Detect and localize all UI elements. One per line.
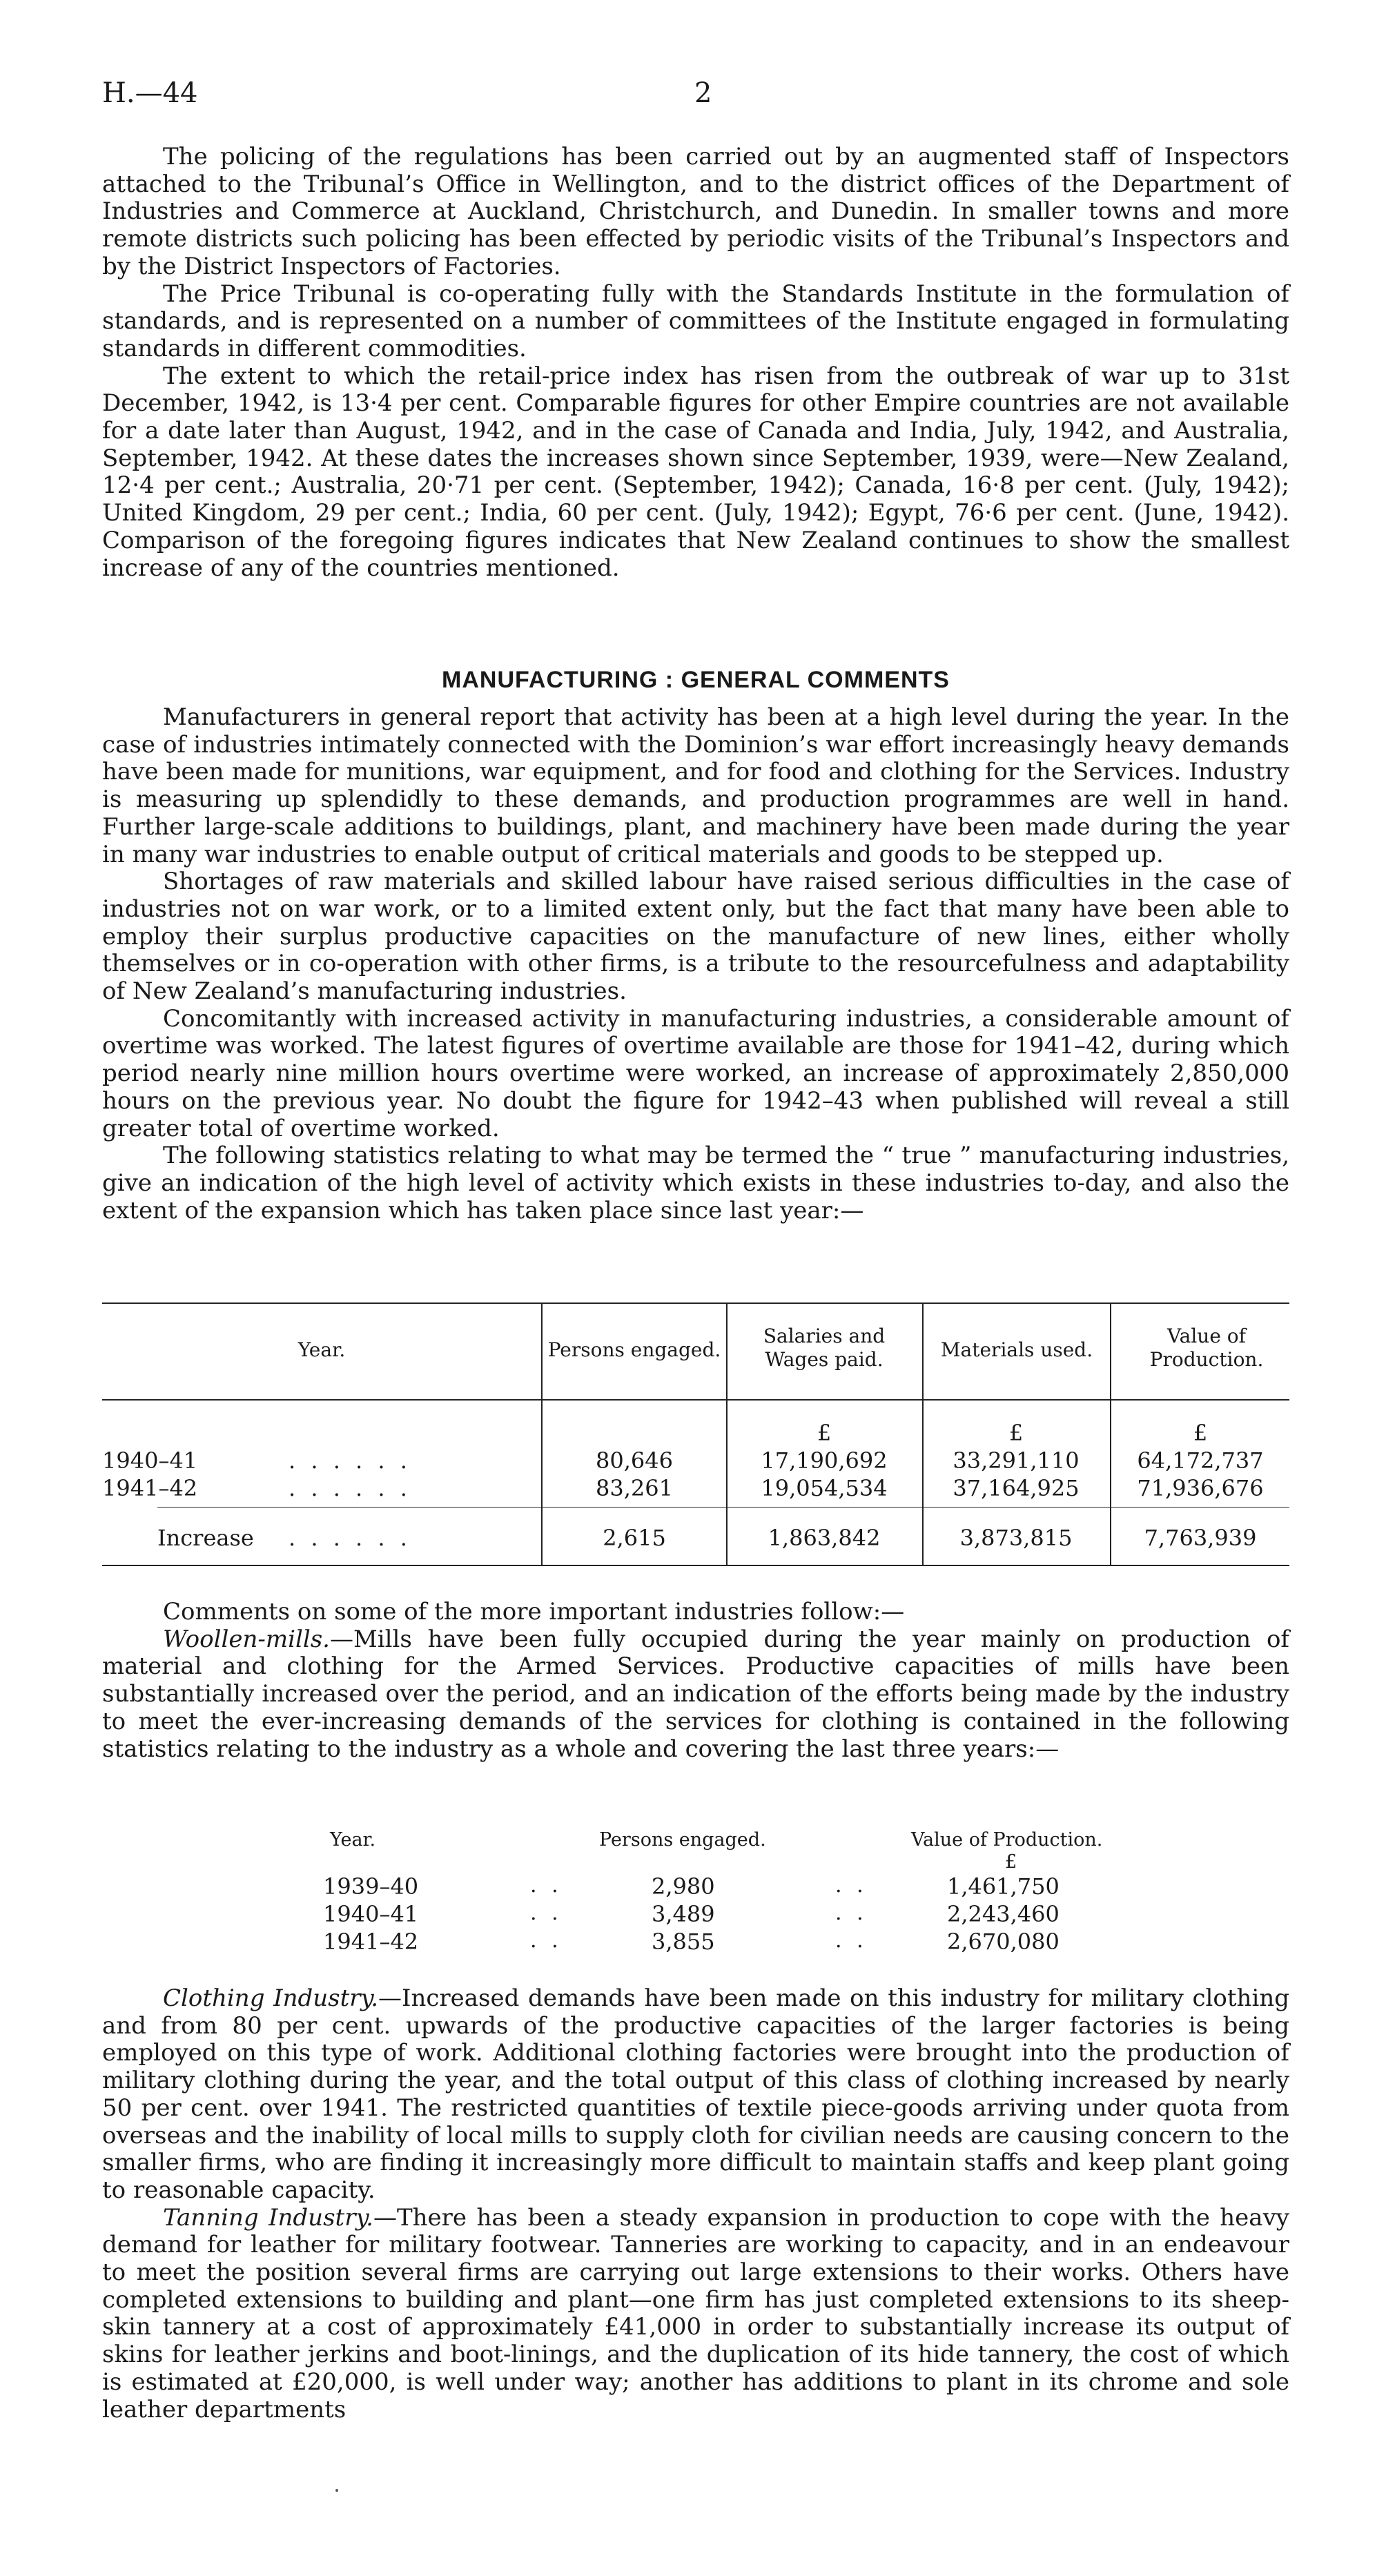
woollen-header-persons: Persons engaged. [599,1829,766,1851]
cell-value: 64,172,737 [1137,1447,1264,1474]
header-salaries-wages: Salaries and Wages paid. [763,1325,886,1371]
header-value-production: Value of Production. [1149,1325,1264,1371]
paragraph-comments-intro: Comments on some of the more important industries follow:— [163,1598,905,1626]
cell-salaries: 19,054,534 [761,1475,888,1501]
leader-dots: . . . . . . [289,1475,411,1501]
paragraph-clothing-industry [102,1985,1289,2205]
woollen-lead-in: Woollen-mills. [163,1625,330,1653]
paragraph-tanning-industry [102,2205,1289,2424]
paragraph-woollen-mills [102,1626,1289,1764]
woollen-currency-mark: £ [1005,1851,1017,1873]
table-rule-header [102,1399,1289,1401]
leader-dots: . . [530,1929,563,1953]
manufacturing-statistics-table [102,1302,1289,1579]
leader-dots: . . . . . . [289,1447,411,1474]
leader-dots: . . . . . . [289,1525,411,1551]
leader-dots: . . [835,1929,868,1953]
leader-dots: . . [835,1873,868,1897]
woollen-header-year: Year. [330,1829,376,1851]
woollen-row-value: 2,670,080 [947,1929,1060,1955]
clothing-lead-in: Clothing Industry. [163,1984,379,2012]
table-rule-bottom [102,1565,1289,1566]
leader-dots: . . [835,1901,868,1925]
leader-dots: . . [530,1873,563,1897]
cell-materials: 33,291,110 [953,1447,1080,1474]
cell-salaries: 17,190,692 [761,1447,888,1474]
header-persons-engaged: Persons engaged. [547,1338,721,1361]
woollen-row-persons: 2,980 [652,1873,715,1900]
cell-salaries: 1,863,842 [768,1525,881,1551]
cell-value: 71,936,676 [1137,1475,1264,1501]
tanning-lead-in: Tanning Industry. [163,2203,373,2232]
paragraph-standards: The Price Tribunal is co-operating fully with the Standards Institute in the formulation of standards, and is represented on a number of committees of the Institute engaged in formulating standards in different commodities. [102,280,1289,362]
woollen-row-value: 2,243,460 [947,1901,1060,1927]
woollen-row-year: 1939–40 [323,1873,419,1900]
woollen-row-year: 1941–42 [323,1929,419,1955]
woollen-statistics-table [102,1829,1289,1981]
woollen-row-year: 1940–41 [323,1901,419,1927]
cell-persons: 2,615 [603,1525,666,1551]
cell-value: 7,763,939 [1144,1525,1257,1551]
manufacturing-section [102,704,1289,1224]
currency-mark: £ [817,1420,832,1446]
cell-materials: 37,164,925 [953,1475,1080,1501]
woollen-text: —Mills have been fully occupied during the year mainly on production of material and clothing for the Armed Services. Productive capacities of mills have been substantially increased over the period, and an indication of the efforts being made by the industry to meet the ever-increasing demands of the services for clothing is contained in the following statistics relating to the industry as a whole and covering the last three years:— [102,1625,1289,1763]
print-speck [335,2489,338,2492]
cell-materials: 3,873,815 [959,1525,1073,1551]
leader-dots: . . [530,1901,563,1925]
page-number: 2 [694,77,712,109]
currency-mark: £ [1193,1420,1208,1446]
industries-section [102,1599,1289,1763]
header-materials-used: Materials used. [940,1338,1093,1361]
section-heading: MANUFACTURING : GENERAL COMMENTS [442,667,950,693]
row-increase-label: Increase [157,1525,254,1551]
paragraph-overtime: Concomitantly with increased activity in manufacturing industries, a considerable amount of overtime was worked. The latest figures of overtime available are those for 1941–42, during which period nearly nine million hours overtime were worked, an increase of approximately 2,850,000 hours on the previous year. No doubt the figure for 1942–43 when published will reveal a still greater total of overtime worked. [102,1004,1289,1142]
row-year: 1940–41 [102,1447,198,1474]
woollen-row-persons: 3,489 [652,1901,715,1927]
intro-section [102,144,1289,582]
woollen-row-value: 1,461,750 [947,1873,1060,1900]
cell-persons: 80,646 [596,1447,673,1474]
document-reference: H.—44 [102,77,198,109]
currency-mark: £ [1008,1420,1024,1446]
woollen-row-persons: 3,855 [652,1929,715,1955]
paragraph-shortages: Shortages of raw materials and skilled labour have raised serious difficulties in the case of industries not on war work, or to a limited extent only, but the fact that many have been able to employ their surplus productive capacities on the manufacture of new lines, either wholly themselves or in co-operation with other firms, is a tribute to the resourcefulness and adaptability of New Zealand’s manufacturing industries. [102,868,1289,1006]
clothing-text: —Increased demands have been made on this industry for military clothing and from 80 per cent. upwards of the productive capacities of the larger factories is being employed on this type of work. Additional clothing factories were brought into the production of military clothing during the year, and the total output of this class of clothing increased by nearly 50 per cent. over 1941. The restricted quantities of textile piece-goods arriving under quota from overseas and the inability of local mills to supply cloth for civilian needs are causing concern to the smaller firms, who are finding it increasingly more difficult to maintain staffs and keep plant going to reasonable capacity. [102,1984,1289,2204]
table-rule-top [102,1302,1289,1304]
paragraph-policing: The policing of the regulations has been carried out by an augmented staff of Inspectors attached to the Tribunal’s Office in Wellington, and to the district offices of the Department of Industries and Commerce at Auckland, Christchurch, and Dunedin. In smaller towns and more remote districts such policing has been effected by periodic visits of the Tribunal’s Inspectors and by the District Inspectors of Factories. [102,143,1289,280]
paragraph-statistics-intro: The following statistics relating to what may be termed the “ true ” manufacturing industries, give an indication of the high level of activity which exists in these industries to-day, and also the extent of the expansion which has taken place since last year:— [102,1142,1289,1224]
tanning-text: —There has been a steady expansion in production to cope with the heavy demand for leather for military footwear. Tanneries are working to capacity, and in an endeavour to meet the position several firms are carrying out large extensions to their works. Others have completed extensions to building and plant—one firm has just completed extensions to its sheep-skin tannery at a cost of approximately £41,000 in order to substantially increase its output of skins for leather jerkins and boot-linings, and the duplication of its hide tannery, the cost of which is estimated at £20,000, is well under way; another has additions to plant in its chrome and sole leather departments [102,2203,1289,2423]
woollen-header-value: Value of Production. [911,1829,1103,1851]
paragraph-activity: Manufacturers in general report that activity has been at a high level during the year. In the case of industries intimately connected with the Dominion’s war effort increasingly heavy demands have been made for munitions, war equipment, and for food and clothing for the Services. Industry is measuring up splendidly to these demands, and production programmes are well in hand. Further large-scale additions to buildings, plant, and machinery have been made during the year in many war industries to enable output of critical materials and goods to be stepped up. [102,703,1289,868]
row-year: 1941–42 [102,1475,198,1501]
clothing-tanning-section [102,1985,1289,2423]
header-year: Year. [297,1338,346,1361]
paragraph-retail-price-index: The extent to which the retail-price index has risen from the outbreak of war up to 31st December, 1942, is 13·4 per cent. Comparable figures for other Empire countries are not available for a date later than August, 1942, and in the case of Canada and India, July, 1942, and Australia, September, 1942. At these dates the increases shown since September, 1939, were—New Zealand, 12·4 per cent.; Australia, 20·71 per cent. (September, 1942); Canada, 16·8 per cent. (July, 1942); United Kingdom, 29 per cent.; India, 60 per cent. (July, 1942); Egypt, 76·6 per cent. (June, 1942). Comparison of the foregoing figures indicates that New Zealand continues to show the smallest increase of any of the countries mentioned. [102,362,1289,582]
cell-persons: 83,261 [596,1475,673,1501]
